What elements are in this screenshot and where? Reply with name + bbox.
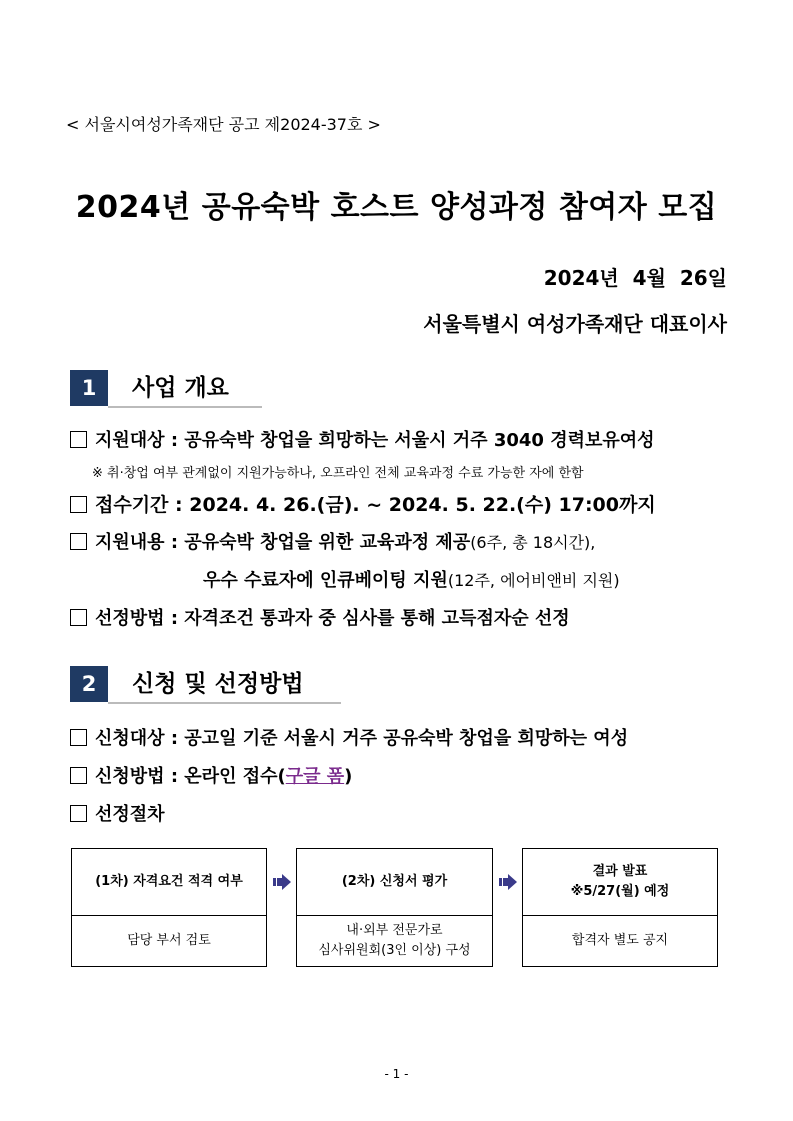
item-label: 선정절차 bbox=[95, 804, 165, 825]
list-item-application-period bbox=[70, 490, 656, 517]
flow-step-title-line2: ※5/27(월) 예정 bbox=[570, 884, 670, 899]
list-item-eligibility bbox=[70, 426, 655, 452]
flow-step-title: (1차) 자격요건 적격 여부 bbox=[72, 849, 266, 916]
item-text: 온라인 접수( bbox=[184, 766, 286, 787]
flow-step-desc: 담당 부서 검토 bbox=[127, 932, 211, 948]
list-item-application-method bbox=[70, 762, 352, 788]
list-item-support-content bbox=[70, 528, 595, 554]
item-text: 공유숙박 창업을 희망하는 서울시 거주 3040 경력보유여성 bbox=[184, 430, 655, 451]
section-number-badge: 1 bbox=[70, 370, 108, 406]
page-number: - 1 - bbox=[384, 1067, 409, 1081]
item-text: 우수 수료자에 인큐베이팅 지원 bbox=[203, 570, 448, 591]
flow-step-1 bbox=[71, 848, 267, 967]
section-number-badge: 2 bbox=[70, 666, 108, 702]
item-label: 지원대상 : bbox=[95, 430, 185, 451]
list-item-application-target bbox=[70, 724, 628, 750]
checkbox-icon bbox=[70, 805, 87, 822]
item-label: 신청대상 : bbox=[95, 728, 185, 749]
section-underline bbox=[108, 702, 341, 704]
flow-step-desc: 합격자 별도 공지 bbox=[571, 932, 669, 948]
checkbox-icon bbox=[70, 496, 87, 513]
list-item-support-content-cont bbox=[203, 566, 620, 592]
item-text: 공유숙박 창업을 위한 교육과정 제공 bbox=[184, 532, 471, 553]
flow-step-3 bbox=[522, 848, 718, 967]
section-title: 사업 개요 bbox=[132, 375, 229, 401]
item-label: 지원내용 : bbox=[95, 532, 185, 553]
checkbox-icon bbox=[70, 533, 87, 550]
flow-step-title-line1: 결과 발표 bbox=[592, 864, 648, 879]
page-title: 2024년 공유숙박 호스트 양성과정 참여자 모집 bbox=[75, 190, 718, 225]
flow-step-desc bbox=[297, 915, 492, 966]
item-text-after: ) bbox=[344, 766, 353, 787]
item-text: 2024. 4. 26.(금). ~ 2024. 5. 22.(수) 17:00까지 bbox=[189, 494, 656, 516]
checkbox-icon bbox=[70, 609, 87, 626]
checkbox-icon bbox=[70, 767, 87, 784]
flow-step-desc-line1: 내·외부 전문가로 bbox=[346, 922, 443, 938]
google-form-link[interactable]: 구글 폼 bbox=[285, 766, 345, 787]
flow-step-title: (2차) 신청서 평가 bbox=[297, 849, 492, 916]
arrow-right-icon bbox=[273, 874, 291, 890]
announcement-date: 2024년 4월 26일 bbox=[543, 266, 727, 290]
item-suffix: (6주, 총 18시간), bbox=[470, 533, 596, 552]
item-text: 공고일 기준 서울시 거주 공유숙박 창업을 희망하는 여성 bbox=[184, 728, 629, 749]
item-text: 자격조건 통과자 중 심사를 통해 고득점자순 선정 bbox=[184, 608, 570, 629]
list-item-selection-procedure bbox=[70, 800, 165, 826]
eligibility-note: ※ 취·창업 여부 관계없이 지원가능하나, 오프라인 전체 교육과정 수료 가능한 자에 한함 bbox=[92, 466, 584, 481]
item-label: 접수기간 : bbox=[95, 494, 190, 516]
section-underline bbox=[108, 406, 262, 408]
flow-step-desc-line2: 심사위원회(3인 이상) 구성 bbox=[318, 942, 471, 958]
flow-step-2 bbox=[296, 848, 493, 967]
organization-signature: 서울특별시 여성가족재단 대표이사 bbox=[423, 312, 727, 336]
list-item-selection-method bbox=[70, 604, 570, 630]
checkbox-icon bbox=[70, 729, 87, 746]
item-label: 신청방법 : bbox=[95, 766, 185, 787]
item-suffix: (12주, 에어비앤비 지원) bbox=[447, 571, 620, 590]
arrow-right-icon bbox=[499, 874, 517, 890]
section-title: 신청 및 선정방법 bbox=[132, 671, 304, 697]
notice-number: < 서울시여성가족재단 공고 제2024-37호 > bbox=[66, 115, 381, 134]
flow-step-title bbox=[523, 849, 717, 916]
checkbox-icon bbox=[70, 431, 87, 448]
item-label: 선정방법 : bbox=[95, 608, 185, 629]
